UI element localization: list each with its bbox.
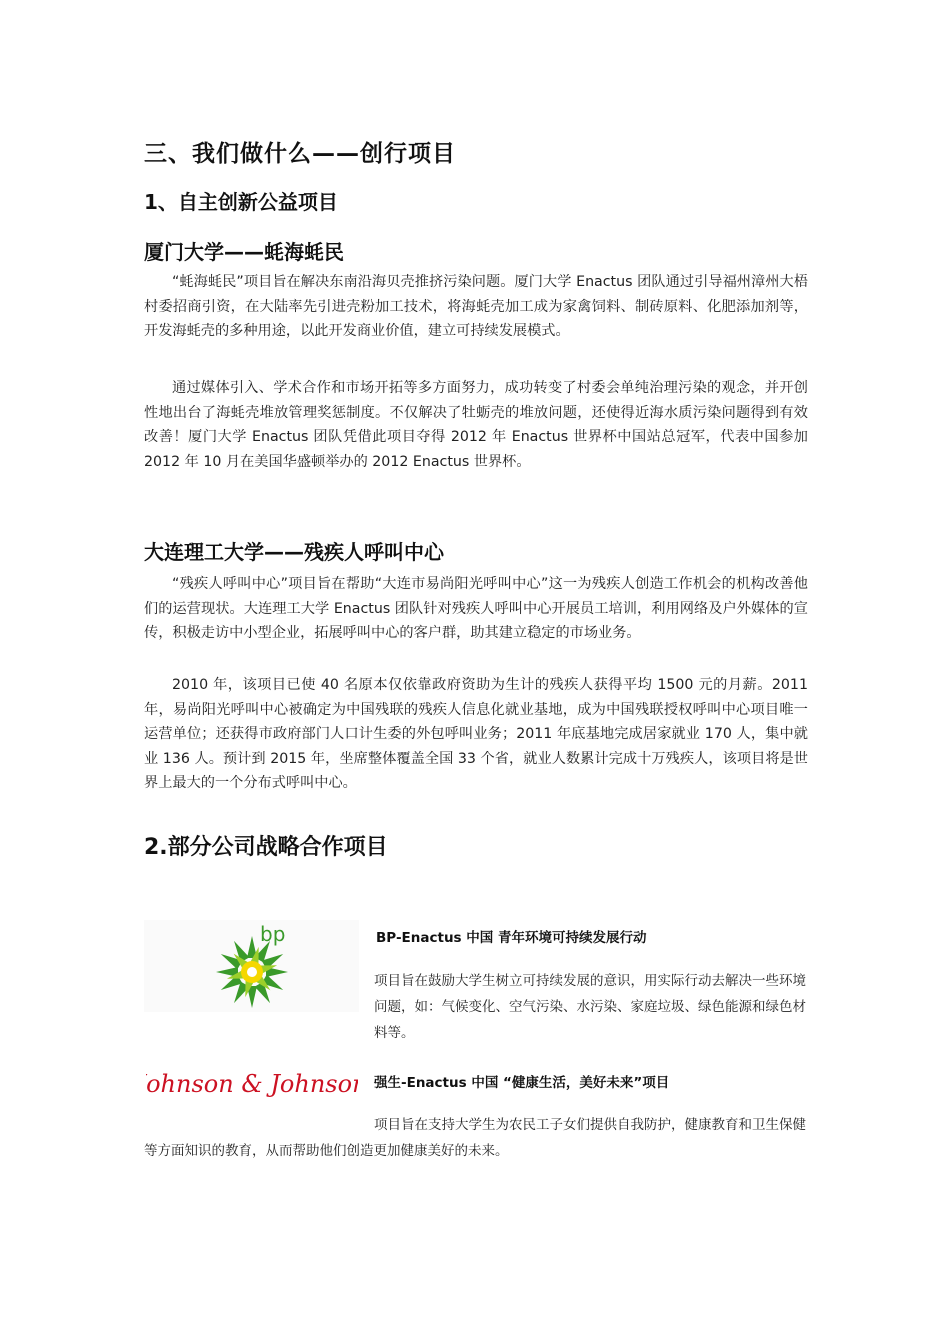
subsection-title-1: 1、自主创新公益项目 [144, 190, 338, 214]
xmu-paragraph-1: “蚝海蚝民”项目旨在解决东南沿海贝壳推挤污染问题。厦门大学 Enactus 团队通过引导福州漳州大梧村委招商引资，在大陆率先引进壳粉加工技术，将海蚝壳加工成为家禽饲料、制砖原料、化肥添加剂等，开发海蚝壳的多种用途，以此开发商业价值，建立可持续发展模式。 [144, 274, 808, 339]
subsection-title-2: 2.部分公司战略合作项目 [144, 835, 388, 860]
dlut-project-title: 大连理工大学——残疾人呼叫中心 [144, 540, 444, 564]
bp-logo [144, 920, 359, 1012]
dlut-paragraph-1: “残疾人呼叫中心”项目旨在帮助“大连市易尚阳光呼叫中心”这一为残疾人创造工作机会的机构改善他们的运营现状。大连理工大学 Enactus 团队针对残疾人呼叫中心开展员工培训，利用网络及户外媒体的宣传，积极走访中小型企业，拓展呼叫中心的客户群，助其建立稳定的市场业务。 [144, 576, 808, 641]
xmu-paragraph-2: 通过媒体引入、学术合作和市场开拓等多方面努力，成功转变了村委会单纯治理污染的观念，并开创性地出台了海蚝壳堆放管理奖惩制度。不仅解决了牡蛎壳的堆放问题，还使得近海水质污染问题得到有效改善！厦门大学 Enactus 团队凭借此项目夺得 2012 年 Enactus 世界杯中国站总冠军，代表中国参加 2012 年 10 月在美国华盛顿举办的 2012 Enactus 世界杯。 [144, 380, 808, 470]
bp-project-desc: 项目旨在鼓励大学生树立可持续发展的意识，用实际行动去解决一些环境问题，如：气候变化、空气污染、水污染、家庭垃圾、绿色能源和绿色材料等。 [374, 973, 806, 1041]
dlut-paragraph-2: 2010 年，该项目已使 40 名原本仅依靠政府资助为生计的残疾人获得平均 1500 元的月薪。2011 年，易尚阳光呼叫中心被确定为中国残联的残疾人信息化就业基地，成为中国残联授权呼叫中心项目唯一运营单位；还获得市政府部门人口计生委的外包呼叫业务；2011 年底基地完成居家就业 170 人，集中就业 136 人。预计到 2015 年，坐席整体覆盖全国 33 个省，就业人数累计完成十万残疾人，该项目将是世界上最大的一个分布式呼叫中心。 [144, 677, 808, 791]
bp-helios-icon [144, 920, 359, 1012]
jnj-project-title: 强生-Enactus 中国 “健康生活，美好未来”项目 [374, 1075, 670, 1091]
jnj-logo-text: Johnson & Johnson [146, 1070, 358, 1098]
jnj-project-desc: 项目旨在支持大学生为农民工子女们提供自我防护，健康教育和卫生保健等方面知识的教育，从而帮助他们创造更加健康美好的未来。 [144, 1117, 806, 1159]
section-title: 三、我们做什么——创行项目 [144, 141, 456, 167]
bp-logo-text: bp [260, 922, 286, 946]
xmu-project-title: 厦门大学——蚝海蚝民 [144, 240, 344, 264]
bp-project-title: BP-Enactus 中国 青年环境可持续发展行动 [376, 930, 647, 946]
